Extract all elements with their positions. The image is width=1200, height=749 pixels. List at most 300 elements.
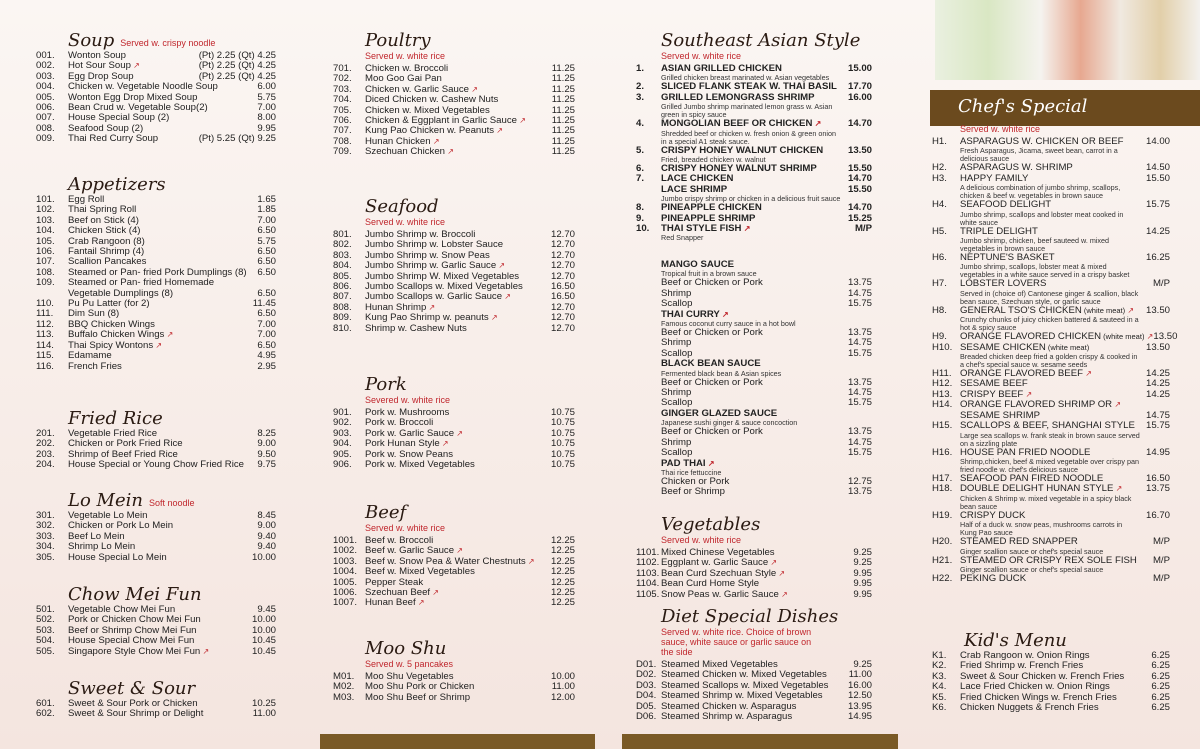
item-number: K4. xyxy=(932,681,947,693)
menu-item xyxy=(636,590,872,600)
item-name-wrap xyxy=(960,421,1146,431)
item-name: Pu Pu Latter (for 2) xyxy=(68,298,150,310)
item-price: 6.25 xyxy=(1151,691,1170,703)
item-number: 1003. xyxy=(333,555,358,567)
footer-bar xyxy=(622,734,898,749)
item-name: Pork w. Broccoli xyxy=(365,417,434,429)
item-number: 006. xyxy=(36,102,55,114)
item-name: BBQ Chicken Wings xyxy=(68,318,155,330)
item-price: 12.25 xyxy=(550,535,575,546)
section xyxy=(333,502,575,609)
item-name-wrap xyxy=(365,324,551,334)
item-price: 14.70 xyxy=(847,118,872,130)
item-number: 102. xyxy=(36,204,55,216)
item-name: Bean Curd Home Style xyxy=(661,578,760,590)
item-number: 1005. xyxy=(333,576,358,588)
item-number: 502. xyxy=(36,614,55,626)
item-price: 10.75 xyxy=(550,427,575,439)
item-name: SEAFOOD DELIGHT xyxy=(960,199,1052,211)
item-price: 1.85 xyxy=(257,204,276,216)
item-name: Beef w. Garlic Sauce xyxy=(365,545,455,557)
item-name: SESAME BEEF xyxy=(960,378,1028,390)
item-name-wrap xyxy=(68,362,257,372)
item-name: ORANGE FLAVORED SHRIMP OR xyxy=(960,399,1113,411)
item-price: 6.25 xyxy=(1151,670,1170,682)
item-number: 808. xyxy=(333,301,352,313)
item-number: H12. xyxy=(932,378,953,390)
section-title: Kid's Menu xyxy=(964,630,1067,651)
section xyxy=(932,124,1178,584)
item-price: 11.00 xyxy=(252,708,276,720)
item-price: 10.00 xyxy=(251,551,276,563)
item-number: 115. xyxy=(36,350,54,362)
item-number: H3. xyxy=(932,172,947,184)
item-price: 11.25 xyxy=(551,73,575,85)
item-price: 15.25 xyxy=(847,212,872,224)
item-name: Hot Sour Soup xyxy=(68,60,131,72)
menu-item xyxy=(36,460,276,470)
item-number: 104. xyxy=(36,225,55,237)
chili-icon: ↗ xyxy=(502,292,511,302)
chili-icon: ↗ xyxy=(426,302,436,312)
item-name: Thai Spicy Wontons xyxy=(68,339,154,351)
item-name: Chicken w. Broccoli xyxy=(365,63,449,74)
item-number: H4. xyxy=(932,199,947,211)
option-name: Shrimp xyxy=(661,436,692,448)
item-name: Beef w. Mixed Vegetables xyxy=(365,566,475,578)
item-number: D06. xyxy=(636,711,657,723)
item-number: 007. xyxy=(36,112,55,124)
item-number: 1001. xyxy=(333,535,358,546)
item-price: 9.75 xyxy=(257,459,276,471)
item-name: Fried Chicken Wings w. French Fries xyxy=(960,691,1117,703)
item-number: H2. xyxy=(932,162,947,174)
item-name: Jumbo Scallops w. Mixed Vegetables xyxy=(365,281,523,293)
chili-icon: ↗ xyxy=(415,598,425,608)
item-name: Beef on Stick (4) xyxy=(68,214,139,226)
item-name: Beef Lo Mein xyxy=(68,530,125,542)
item-name: Lace Fried Chicken w. Onion Rings xyxy=(960,681,1110,693)
item-name: MONGOLIAN BEEF OR CHICKEN xyxy=(661,118,813,130)
section-title: Beef xyxy=(365,502,407,523)
item-price: 17.70 xyxy=(847,81,872,93)
item-price: 9.40 xyxy=(257,530,276,542)
sauce-option xyxy=(661,438,872,448)
item-name: Chicken w. Vegetable Noodle Soup xyxy=(68,81,218,93)
sauce-option xyxy=(661,289,872,299)
sauce-name: GINGER GLAZED SAUCE xyxy=(661,407,778,419)
chili-icon: ↗ xyxy=(778,589,788,599)
option-price: 14.75 xyxy=(847,387,872,399)
section-title: Sweet & Sour xyxy=(68,678,196,699)
item-name: Pork w. Mixed Vegetables xyxy=(365,459,475,471)
chef-special-band xyxy=(930,90,1200,126)
item-number: H17. xyxy=(932,472,953,484)
item-price: (Pt) 2.25 (Qt) 4.25 xyxy=(198,70,276,82)
item-name: Sweet & Sour Pork or Chicken xyxy=(68,698,198,709)
item-number: 708. xyxy=(333,135,352,147)
item-price: 9.25 xyxy=(853,659,872,670)
item-name-wrap xyxy=(68,460,257,470)
item-name: SLICED FLANK STEAK W. THAI BASIL xyxy=(661,81,837,93)
item-price: 14.25 xyxy=(1145,225,1170,237)
item-number: M01. xyxy=(333,671,355,682)
item-name: Beef w. Snow Pea & Water Chestnuts xyxy=(365,555,526,567)
item-price: 7.00 xyxy=(257,329,276,341)
item-number: 903. xyxy=(333,427,352,439)
sauce-option xyxy=(661,278,872,288)
option-name: Shrimp xyxy=(661,387,692,399)
chili-icon: ↗ xyxy=(705,458,715,468)
chili-icon: ↗ xyxy=(768,558,778,568)
option-price: 14.75 xyxy=(847,436,872,448)
item-number: 003. xyxy=(36,70,55,82)
chili-icon: ↗ xyxy=(153,340,163,350)
item-name: STEAMED OR CRISPY REX SOLE FISH xyxy=(960,554,1137,566)
chili-icon: ↗ xyxy=(445,147,454,157)
item-name: Chicken Stick (4) xyxy=(68,225,141,237)
item-price: 9.25 xyxy=(853,547,872,558)
item-price: 14.70 xyxy=(847,173,872,185)
option-name: Beef or Shrimp xyxy=(661,486,725,498)
section-subtitle: Served w. white rice. Choice of brown sauce, white sauce or garlic sauce on the side xyxy=(661,627,812,657)
item-number: 804. xyxy=(333,260,352,272)
sauce-option xyxy=(661,427,872,437)
item-name: Crab Rangoon (8) xyxy=(68,235,145,247)
item-number: 902. xyxy=(333,417,352,429)
item-name: SESAME CHICKEN xyxy=(960,341,1046,353)
item-name: LOBSTER LOVERS xyxy=(960,278,1047,290)
item-number: 805. xyxy=(333,270,352,282)
sauce-option xyxy=(661,378,872,388)
item-name: Bean Crud w. Vegetable Soup(2) xyxy=(68,102,208,114)
item-name: ASPARAGUS W. SHRIMP xyxy=(960,162,1073,174)
item-price: 10.75 xyxy=(550,438,575,450)
item-number: 807. xyxy=(333,291,352,303)
item-price: 9.95 xyxy=(853,567,872,579)
item-number: H19. xyxy=(932,509,953,521)
item-name: DOUBLE DELIGHT HUNAN STYLE xyxy=(960,483,1114,495)
item-price: 9.40 xyxy=(257,541,276,553)
item-number: K6. xyxy=(932,702,947,714)
item-price: 7.00 xyxy=(257,102,276,114)
item-number: H21. xyxy=(932,554,953,566)
item-price: 2.95 xyxy=(257,360,276,372)
item-number: 703. xyxy=(333,83,352,95)
item-number: 1102. xyxy=(636,557,660,569)
section-subtitle: Served w. white rice xyxy=(661,535,742,545)
menu-item xyxy=(36,709,276,719)
item-price: 12.70 xyxy=(550,260,575,272)
option-name: Beef or Chicken or Pork xyxy=(661,426,763,438)
item-price: 12.25 xyxy=(550,597,575,609)
section xyxy=(36,30,276,145)
item-name: Sweet & Sour Chicken w. French Fries xyxy=(960,670,1125,682)
item-number: D03. xyxy=(636,679,657,691)
option-price: 14.75 xyxy=(847,287,872,299)
item-price: 6.50 xyxy=(257,308,276,320)
item-price: 9.95 xyxy=(853,588,872,600)
item-name: Edamame xyxy=(68,350,112,362)
item-number: H13. xyxy=(932,388,953,400)
item-description: Fried, breaded chicken w. walnut xyxy=(661,155,766,165)
item-number: 9. xyxy=(636,212,645,224)
item-name: Shrimp of Beef Fried Rice xyxy=(68,448,178,460)
item-name: Chicken or Pork Fried Rice xyxy=(68,438,183,450)
section-title: Seafood xyxy=(365,196,439,217)
option-price: 13.75 xyxy=(847,426,872,438)
item-name: Kung Pao Shrimp w. peanuts xyxy=(365,312,489,324)
item-price: 11.25 xyxy=(551,135,575,147)
item-number: 906. xyxy=(333,459,352,471)
item-name-wrap xyxy=(365,460,551,470)
item-name: Pork w. Snow Peans xyxy=(365,448,453,460)
item-price: 10.25 xyxy=(251,698,276,709)
section-subtitle: Served w. white rice xyxy=(960,124,1041,134)
item-price: (Pt) 2.25 (Qt) 4.25 xyxy=(198,50,276,61)
item-description: Jumbo crispy shrimp or chicken in a delicious fruit sauce xyxy=(661,194,841,204)
section xyxy=(932,630,1170,713)
item-name: Wonton Soup xyxy=(68,50,126,61)
item-price: 6.25 xyxy=(1151,660,1170,672)
item-name: ORANGE FLAVORED CHICKEN xyxy=(960,331,1102,343)
item-name: Pork w. Garlic Sauce xyxy=(365,427,455,439)
option-name: Scallop xyxy=(661,447,693,459)
item-name: CRISPY HONEY WALNUT SHRIMP xyxy=(661,163,817,175)
chili-icon: ↗ xyxy=(130,61,140,71)
item-price: 12.70 xyxy=(550,312,575,324)
item-price: 4.95 xyxy=(257,350,276,362)
chili-icon: ↗ xyxy=(430,136,440,146)
section-title: Soup Served w. crispy noodle xyxy=(68,30,216,51)
item-name: THAI STYLE FISH xyxy=(661,223,742,235)
item-name: Moo Shu Vegetables xyxy=(365,671,454,682)
item-name-wrap xyxy=(365,147,552,157)
item-price: 6.50 xyxy=(257,225,276,237)
item-price: 6.25 xyxy=(1151,681,1170,693)
sauce-description: Tropical fruit in a brown sauce xyxy=(661,269,757,279)
item-price: 1.65 xyxy=(257,194,276,205)
item-description: Jumbo shrimp, chicken, beef sauteed w. mixed vegetables in brown sauce xyxy=(960,236,1110,254)
item-number: 802. xyxy=(333,239,352,251)
item-number: K1. xyxy=(932,650,947,661)
item-number: H11. xyxy=(932,368,952,380)
sauce-option xyxy=(661,448,872,458)
item-name: Egg Roll xyxy=(68,194,105,205)
item-price: 6.50 xyxy=(257,256,276,268)
item-number: 1002. xyxy=(333,545,358,557)
item-name: Steamed Mixed Vegetables xyxy=(661,659,778,670)
item-number: 701. xyxy=(333,63,352,74)
item-price: 12.70 xyxy=(550,322,575,334)
item-price: 14.25 xyxy=(1145,368,1170,380)
section xyxy=(636,606,872,722)
item-price: 14.70 xyxy=(847,202,872,214)
menu-item xyxy=(36,647,276,657)
item-number: 303. xyxy=(36,530,55,542)
item-price: 15.50 xyxy=(847,183,872,195)
item-description: Chicken & Shrimp w. mixed vegetable in a spicy black bean sauce xyxy=(960,493,1132,511)
section xyxy=(36,678,276,720)
chili-icon: ↗ xyxy=(776,568,786,578)
item-price: 9.50 xyxy=(257,448,276,460)
item-number: 204. xyxy=(36,459,55,471)
item-name: Chicken or Pork Lo Mein xyxy=(68,520,174,532)
item-price: 8.00 xyxy=(257,112,276,124)
item-price: 16.50 xyxy=(1145,472,1170,484)
item-name-wrap xyxy=(960,703,1151,713)
item-price: 14.25 xyxy=(1145,388,1170,400)
option-name: Scallop xyxy=(661,397,693,409)
item-price: 15.75 xyxy=(1145,420,1170,432)
item-name: Chicken w. Garlic Sauce xyxy=(365,83,469,95)
item-name-wrap xyxy=(68,709,253,719)
item-price: M/P xyxy=(1152,536,1170,548)
item-number: 1007. xyxy=(333,597,358,609)
sauce-option xyxy=(661,388,872,398)
item-number: 116. xyxy=(36,360,54,372)
option-price: 12.75 xyxy=(847,475,872,487)
item-name: Hunan Shrimp xyxy=(365,301,427,313)
item-price: 6.25 xyxy=(1151,702,1170,714)
chili-icon: ↗ xyxy=(525,556,535,566)
menu-item xyxy=(36,362,276,372)
chili-icon: ↗ xyxy=(488,313,498,323)
item-number: 109. xyxy=(36,277,55,289)
chili-icon: ↗ xyxy=(164,330,174,340)
item-name: French Fries xyxy=(68,360,122,372)
item-number: 2. xyxy=(636,81,645,93)
item-number: 302. xyxy=(36,520,55,532)
item-number: 709. xyxy=(333,146,352,158)
item-price: 12.70 xyxy=(550,301,575,313)
option-name: Chicken or Pork xyxy=(661,475,730,487)
section-subtitle: Served w. white rice xyxy=(365,217,446,227)
item-tag: (white meat) xyxy=(1045,342,1090,352)
section-title: Pork xyxy=(365,374,407,395)
item-price: 8.25 xyxy=(257,428,276,439)
item-price: 11.00 xyxy=(848,669,872,681)
item-number: 201. xyxy=(36,428,55,439)
item-name: Crab Rangoon w. Onion Rings xyxy=(960,650,1090,661)
item-price: 9.95 xyxy=(257,122,276,134)
item-number: 113. xyxy=(36,329,54,341)
item-price: 12.70 xyxy=(550,270,575,282)
item-price: 13.75 xyxy=(1145,483,1170,495)
section-title: Vegetables xyxy=(661,514,761,535)
item-price: 10.75 xyxy=(550,417,575,429)
item-number: 505. xyxy=(36,645,55,657)
section-title: Fried Rice xyxy=(68,408,163,429)
item-price: 8.45 xyxy=(257,510,276,521)
menu-item xyxy=(333,693,575,703)
item-price: 12.25 xyxy=(550,576,575,588)
item-price: 14.25 xyxy=(1145,378,1170,390)
item-price: (Pt) 2.25 (Qt) 4.25 xyxy=(198,60,276,72)
item-number: 1006. xyxy=(333,587,358,599)
section-title: Poultry xyxy=(365,30,431,51)
item-name: SEAFOOD PAN FIRED NOODLE xyxy=(960,472,1104,484)
chili-icon: ↗ xyxy=(1082,369,1092,379)
item-name: Steamed or Pan- fried Pork Dumplings (8) xyxy=(68,266,247,278)
sauces xyxy=(661,260,872,498)
option-price: 14.75 xyxy=(847,337,872,349)
section-title: Chow Mei Fun xyxy=(68,584,202,605)
item-number: 706. xyxy=(333,115,352,127)
section-subtitle: Soft noodle xyxy=(148,498,195,508)
item-price: 14.95 xyxy=(1145,446,1170,458)
option-price: 13.75 xyxy=(847,486,872,498)
item-price: 6.00 xyxy=(257,81,276,93)
chili-icon: ↗ xyxy=(719,309,729,319)
sauce-option xyxy=(661,487,872,497)
item-number: K3. xyxy=(932,670,947,682)
item-name: Steamed Scallops w. Mixed Vegetables xyxy=(661,679,829,691)
item-price: (Pt) 5.25 (Qt) 9.25 xyxy=(198,133,276,145)
item-price: 9.00 xyxy=(257,520,276,532)
item-price: M/P xyxy=(1152,278,1170,290)
item-name: Fantail Shrimp (4) xyxy=(68,246,145,258)
item-name: House Special Soup (2) xyxy=(68,112,170,124)
item-name: Pork Hunan Style xyxy=(365,438,440,450)
sauce-description: Fermented black bean & Asian spices xyxy=(661,368,782,378)
option-name: Beef or Chicken or Pork xyxy=(661,376,763,388)
item-price: 11.25 xyxy=(551,104,575,116)
item-price: 16.50 xyxy=(550,281,575,293)
item-price: 9.00 xyxy=(257,438,276,450)
item-name: Singapore Style Chow Mei Fun xyxy=(68,645,201,657)
item-description: Breaded chicken deep fried a golden crispy & cooked in a chef's special sauce w. sesame seeds xyxy=(960,352,1138,370)
item-number: D05. xyxy=(636,700,657,712)
section xyxy=(36,584,276,657)
item-name: LACE CHICKEN xyxy=(661,173,734,185)
menu-item xyxy=(932,574,1170,584)
section xyxy=(36,174,276,372)
option-name: Scallop xyxy=(661,298,693,310)
item-description: Ginger scallion sauce or chef's special sauce xyxy=(960,564,1104,574)
item-name: Seafood Soup (2) xyxy=(68,122,144,134)
item-price: 14.00 xyxy=(1145,136,1170,147)
item-number: 5. xyxy=(636,144,645,156)
item-name: Steamed Shrimp w. Asparagus xyxy=(661,711,793,723)
item-name: ASPARAGUS W. CHICKEN OR BEEF xyxy=(960,136,1124,147)
item-name-wrap xyxy=(365,598,551,608)
section xyxy=(636,514,872,600)
item-price: 7.00 xyxy=(257,214,276,226)
item-price: 10.75 xyxy=(550,407,575,418)
item-name-wrap xyxy=(661,590,853,600)
item-number: H6. xyxy=(932,252,947,264)
item-price: 12.50 xyxy=(847,690,872,702)
item-name: Bean Curd Szechuan Style xyxy=(661,567,777,579)
item-description: Served in (choice of) Cantonese ginger & scallion, black bean sauce, Szechuan style, or garlic sauce xyxy=(960,288,1139,306)
chili-icon: ↗ xyxy=(454,546,463,556)
item-number: 1105. xyxy=(636,588,660,600)
sauce-name: PAD THAI ↗ xyxy=(661,457,715,469)
item-name: NEPTUNE'S BASKET xyxy=(960,252,1055,264)
item-price: 12.25 xyxy=(550,555,575,567)
item-name: Steamed Chicken w. Asparagus xyxy=(661,700,797,712)
item-number: 101. xyxy=(36,194,55,205)
sauce-name: THAI CURRY ↗ xyxy=(661,308,729,320)
item-name: Buffalo Chicken Wings xyxy=(68,329,165,341)
chili-icon: ↗ xyxy=(1023,389,1033,399)
chili-icon: ↗ xyxy=(1113,484,1123,494)
item-name: PINEAPPLE CHICKEN xyxy=(661,202,762,214)
item-number: 106. xyxy=(36,246,55,258)
item-number: H22. xyxy=(932,572,953,584)
item-name: Szechuan Beef xyxy=(365,587,431,599)
